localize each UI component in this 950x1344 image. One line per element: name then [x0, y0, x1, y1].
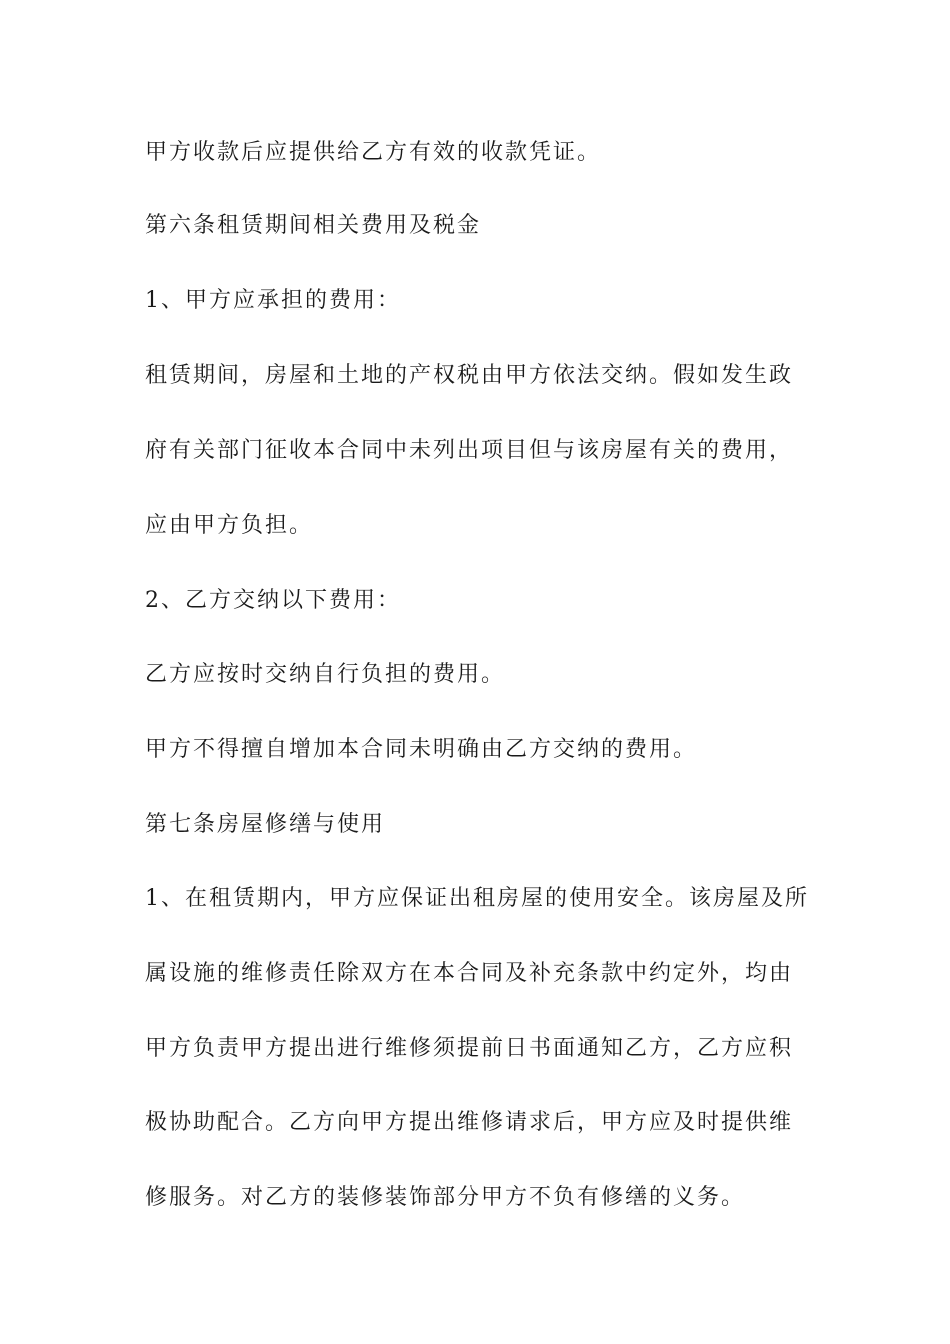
text-line: 修服务。对乙方的装修装饰部分甲方不负有修缮的义务。 — [145, 1185, 746, 1210]
text-line: 应由甲方负担。 — [145, 513, 314, 538]
text-line: 甲方收款后应提供给乙方有效的收款凭证。 — [145, 140, 602, 165]
text-line: 甲方不得擅自增加本合同未明确由乙方交纳的费用。 — [145, 737, 698, 762]
text-line: 1、甲方应承担的费用： — [145, 288, 401, 313]
text-line: 乙方应按时交纳自行负担的费用。 — [145, 662, 506, 687]
section-heading: 第七条房屋修缮与使用 — [145, 812, 386, 837]
text-line: 2、乙方交纳以下费用： — [145, 588, 401, 613]
text-line: 甲方负责甲方提出进行维修须提前日书面通知乙方，乙方应积 — [145, 1036, 794, 1061]
text-line: 租赁期间，房屋和土地的产权税由甲方依法交纳。假如发生政 — [145, 363, 794, 388]
text-line: 极协助配合。乙方向甲方提出维修请求后，甲方应及时提供维 — [145, 1110, 794, 1135]
text-line: 1、在租赁期内，甲方应保证出租房屋的使用安全。该房屋及所 — [145, 886, 809, 911]
section-heading: 第六条租赁期间相关费用及税金 — [145, 213, 482, 238]
text-line: 府有关部门征收本合同中未列出项目但与该房屋有关的费用， — [145, 438, 794, 463]
text-line: 属设施的维修责任除双方在本合同及补充条款中约定外，均由 — [145, 961, 794, 986]
